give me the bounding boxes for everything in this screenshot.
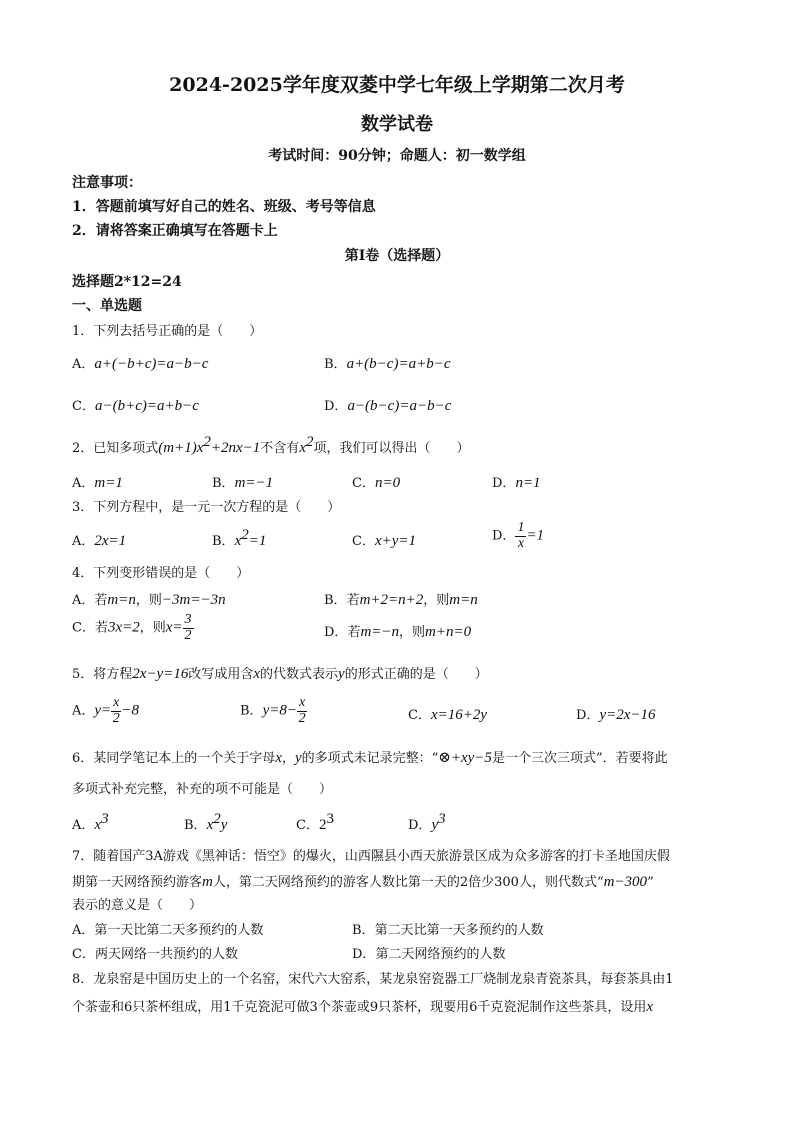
question-3-stem: 3．下列方程中，是一元一次方程的是（ ） [72,500,341,515]
fraction: $\frac{1}{x}$ [517,520,525,551]
note-item: 2．请将答案正确填写在答题卡上 [72,223,278,239]
note-item: 1．答题前填写好自己的姓名、班级、考号等信息 [72,199,376,215]
q1-option-a: A．a+(−b+c)=a−b−c [72,356,209,372]
q2-option-a: A．m=1 [72,475,123,491]
q6-option-a: A．$x^3$ [72,811,109,833]
q6-option-d: D．$y^3$ [408,811,446,833]
section-part: 一、单选题 [72,298,142,314]
section-title: 第Ⅰ卷（选择题） [344,248,450,264]
question-4-stem: 4．下列变形错误的是（ ） [72,566,250,581]
question-2-stem: 2．已知多项式$(m+1)x^2+2nx-1$不含有$x^2$项，我们可以得出（ ） [72,434,470,456]
section-score: 选择题2*12=24 [72,274,182,290]
question-8-stem-line2: 个茶壶和6只茶杯组成，用1千克瓷泥可做3个茶壶或9只茶杯，现要用6千克瓷泥制作这些茶具，设用x [72,999,654,1015]
q4-option-d: D．若m=−n，则m+n=0 [324,624,472,640]
question-7-stem-line2: 期第一天网络预约游客m人，第二天网络预约的游客人数比第一天的2倍少300人，则代数式“m−300” [72,874,654,890]
question-7-stem: 7．随着国产3A游戏《黑神话：悟空》的爆火，山西隰县小西天旅游景区成为众多游客的打卡圣地国庆假 [72,849,670,864]
q4-option-b: B．若m+2=n+2，则m=n [324,592,478,608]
q5-option-b: B．y=8− $\frac{x}{2}$ [240,695,306,726]
question-6-stem: 6．某同学笔记本上的一个关于字母x，y的多项式未记录完整：“⊗+xy−5是一个三次三项式”．若要将此 [72,750,668,766]
q2-option-c: C．n=0 [352,475,401,491]
q3-option-b: B．$x^2=1$ [212,527,267,549]
q4-option-a: A．若m=n，则−3m=−3n [72,592,226,608]
q7-option-a: A．第一天比第二天多预约的人数 [72,923,264,938]
question-8-stem: 8．龙泉窑是中国历史上的一个名窑，宋代六大窑系，某龙泉窑瓷器工厂烧制龙泉青瓷茶具，每套茶具由1 [72,972,674,987]
q1-option-d: D．a−(b−c)=a−b−c [324,398,452,414]
q2-option-b: B．m=−1 [212,475,274,491]
question-1-stem: 1．下列去括号正确的是（ ） [72,324,263,339]
notes-heading: 注意事项： [72,175,142,191]
q3-option-d: D． $\frac{1}{x}$ =1 [492,520,545,551]
q5-option-c: C．x=16+2y [408,707,488,723]
question-5-stem: 5．将方程2x−y=16改写成用含x的代数式表示y的形式正确的是（ ） [72,666,488,682]
q3-option-c: C．x+y=1 [352,533,417,549]
q1-option-c: C．a−(b+c)=a+b−c [72,398,199,414]
question-7-stem-line3: 表示的意义是（ ） [72,898,203,913]
exam-subtitle: 数学试卷 [361,114,433,135]
q4-option-c: C．若3x=2，则x= $\frac{3}{2}$ [72,612,192,643]
fraction: $\frac{x}{2}$ [298,695,306,726]
exam-title: 2024-2025学年度双菱中学七年级上学期第二次月考 [169,74,625,96]
q1-option-b: B．a+(b−c)=a+b−c [324,356,451,372]
q7-option-d: D．第二天网络预约的人数 [352,947,506,962]
q6-option-b: B．$x^2y$ [184,811,228,833]
fraction: $\frac{x}{2}$ [112,695,120,726]
q7-option-c: C．两天网络一共预约的人数 [72,947,238,962]
q7-option-b: B．第二天比第一天多预约的人数 [352,923,544,938]
question-6-stem-line2: 多项式补充完整，补充的项不可能是（ ） [72,782,333,797]
q6-option-c: C．$2^3$ [296,811,334,833]
q2-option-d: D．n=1 [492,475,541,491]
fraction: $\frac{3}{2}$ [184,612,192,643]
q5-option-a: A．y= $\frac{x}{2}$ −8 [72,695,140,726]
q3-option-a: A．2x=1 [72,533,127,549]
exam-info: 考试时间：90分钟；命题人：初一数学组 [268,148,526,164]
q5-option-d: D．y=2x−16 [576,707,656,723]
